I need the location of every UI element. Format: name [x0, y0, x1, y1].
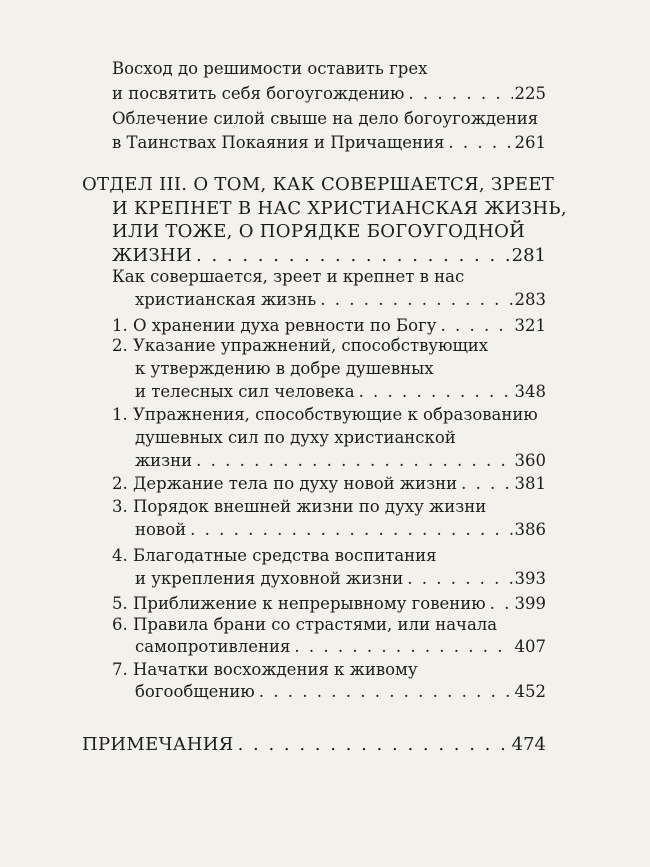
page-number: 283	[514, 290, 546, 309]
toc-entry-title-line2: богообщению	[135, 682, 255, 701]
section-title-line2: И КРЕПНЕТ В НАС ХРИСТИАНСКАЯ ЖИЗНЬ,	[112, 198, 567, 219]
leader-dots	[359, 382, 513, 402]
leader-dots	[259, 682, 513, 702]
toc-entry-title-line1: 2. Держание тела по духу новой жизни	[112, 474, 458, 493]
page-number: 474	[511, 734, 546, 755]
toc-entry-title-line2: в Таинствах Покаяния и Причащения	[112, 133, 445, 152]
page-number: 399	[514, 594, 546, 613]
leader-dots	[196, 246, 510, 266]
toc-entry-title-line2: и посвятить себя богоугождению	[112, 84, 405, 103]
toc-entry-title-line1: 2. Указание упражнений, способствующих	[112, 336, 489, 355]
toc-entry-title-line1: 1. Упражнения, способствующие к образованию	[112, 405, 538, 424]
leader-dots	[490, 594, 513, 614]
page-number: 225	[514, 84, 546, 103]
page-number: 360	[514, 451, 546, 470]
page-number: 261	[514, 133, 546, 152]
toc-entry-title-line1: Облечение силой свыше на дело богоугождения	[112, 109, 539, 128]
toc-entry-title-line2: христианская жизнь	[135, 290, 317, 309]
toc-entry-title-line3: и телесных сил человека	[135, 382, 355, 401]
toc-entry-title-line3: жизни	[135, 451, 193, 470]
toc-entry-title-line1: 5. Приближение к непрерывному говению	[112, 594, 486, 613]
leader-dots	[440, 316, 512, 336]
leader-dots	[407, 569, 512, 589]
page-number: 452	[514, 682, 546, 701]
toc-entry-title-line2: и укрепления духовной жизни	[135, 569, 404, 588]
toc-entry-title-line1: 7. Начатки восхождения к живому	[112, 660, 418, 679]
leader-dots	[190, 520, 512, 540]
toc-entry-title-line1: 6. Правила брани со страстями, или начала	[112, 615, 498, 634]
page-number: 381	[514, 474, 546, 493]
toc-entry-title-line2: душевных сил по духу христианской	[135, 428, 456, 447]
toc-entry-title-line2: новой	[135, 520, 187, 539]
leader-dots	[320, 290, 512, 310]
page-number: 348	[514, 382, 546, 401]
section-title: ПРИМЕЧАНИЯ	[82, 734, 234, 755]
leader-dots	[238, 735, 510, 755]
page-number: 386	[514, 520, 546, 539]
toc-entry-title-line1: 4. Благодатные средства воспитания	[112, 546, 437, 565]
page-number: 393	[514, 569, 546, 588]
page-number: 407	[514, 637, 546, 656]
page-number: 321	[514, 316, 546, 335]
section-title-line4: ЖИЗНИ	[112, 245, 193, 266]
toc-entry-title-line1: Как совершается, зреет и крепнет в нас	[112, 267, 465, 286]
toc-entry-title-line1: 3. Порядок внешней жизни по духу жизни	[112, 497, 487, 516]
leader-dots	[294, 637, 512, 657]
toc-entry-title-line2: к утверждению в добре душевных	[135, 359, 434, 378]
leader-dots	[448, 133, 512, 153]
leader-dots	[408, 84, 512, 104]
toc-entry-title-line1: 1. О хранении духа ревности по Богу	[112, 316, 437, 335]
section-title-line1: ОТДЕЛ III. О ТОМ, КАК СОВЕРШАЕТСЯ, ЗРЕЕТ	[82, 174, 555, 195]
leader-dots	[461, 474, 512, 494]
toc-entry-title-line2: самопротивления	[135, 637, 291, 656]
section-title-line3: ИЛИ ТОЖЕ, О ПОРЯДКЕ БОГОУГОДНОЙ	[112, 221, 526, 242]
leader-dots	[196, 451, 512, 471]
page-number: 281	[511, 245, 546, 266]
toc-entry-title-line1: Восход до решимости оставить грех	[112, 59, 428, 78]
